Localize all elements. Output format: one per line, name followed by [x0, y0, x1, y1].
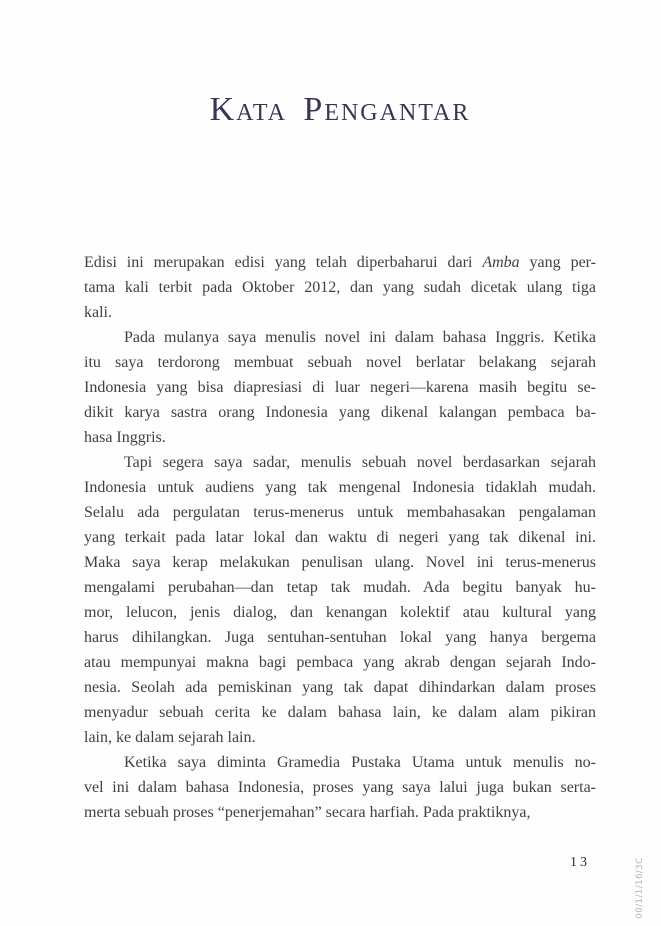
text-line: mor, lelucon, jenis dialog, dan kenangan kolektif atau kultural yang: [84, 604, 596, 621]
text-line: Ketika saya diminta Gramedia Pustaka Utama untuk menulis no-: [124, 754, 596, 771]
text-line: yang terkait pada latar lokal dan waktu di negeri yang tak dikenal ini.: [84, 529, 596, 546]
edge-code: 00/1/1/16/3C: [635, 857, 645, 919]
paragraph: [84, 325, 596, 450]
paragraph: [84, 250, 596, 325]
text-line: Indonesia yang bisa diapresiasi di luar negeri—karena masih begitu se-: [84, 379, 596, 396]
text-line: mengalami perubahan—dan tetap tak mudah. Ada begitu banyak hu-: [84, 579, 596, 596]
text-line: Indonesia untuk audiens yang tak mengenal Indonesia tidaklah mudah.: [84, 479, 596, 496]
text-line: vel ini dalam bahasa Indonesia, proses yang saya lalui juga bukan serta-: [84, 779, 596, 796]
text-line: lain, ke dalam sejarah lain.: [84, 729, 256, 746]
text-line: Tapi segera saya sadar, menulis sebuah novel berdasarkan sejarah: [124, 454, 596, 471]
text-line: Pada mulanya saya menulis novel ini dalam bahasa Inggris. Ketika: [124, 329, 596, 346]
text-line: menyadur sebuah cerita ke dalam bahasa lain, ke dalam alam pikiran: [84, 704, 596, 721]
text-line: tama kali terbit pada Oktober 2012, dan yang sudah dicetak ulang tiga: [84, 279, 596, 296]
text-line: harus dihilangkan. Juga sentuhan-sentuhan lokal yang hanya bergema: [84, 629, 596, 646]
page-number: 13: [570, 855, 590, 870]
text-line: Selalu ada pergulatan terus-menerus untuk membahasakan pengalaman: [84, 504, 596, 521]
text-line: atau mempunyai makna bagi pembaca yang akrab dengan sejarah Indo-: [84, 654, 596, 671]
text-line: Maka saya kerap melakukan penulisan ulang. Novel ini terus-menerus: [84, 554, 596, 571]
text-line: hasa Inggris.: [84, 429, 166, 446]
text-line: merta sebuah proses “penerjemahan” secara harfiah. Pada praktiknya,: [84, 804, 531, 821]
paragraph: [84, 750, 596, 825]
text-line: nesia. Seolah ada pemiskinan yang tak dapat dihindarkan dalam proses: [84, 679, 596, 696]
text-line: dikit karya sastra orang Indonesia yang dikenal kalangan pembaca ba-: [84, 404, 596, 421]
paragraph: [84, 450, 596, 750]
text-line: kali.: [84, 304, 112, 321]
text-line: itu saya terdorong membuat sebuah novel berlatar belakang sejarah: [84, 354, 596, 371]
body-text: [84, 250, 596, 825]
text-line: Edisi ini merupakan edisi yang telah diperbaharui dari Amba yang per-: [84, 254, 596, 271]
page-title: Kata Pengantar: [209, 90, 471, 128]
